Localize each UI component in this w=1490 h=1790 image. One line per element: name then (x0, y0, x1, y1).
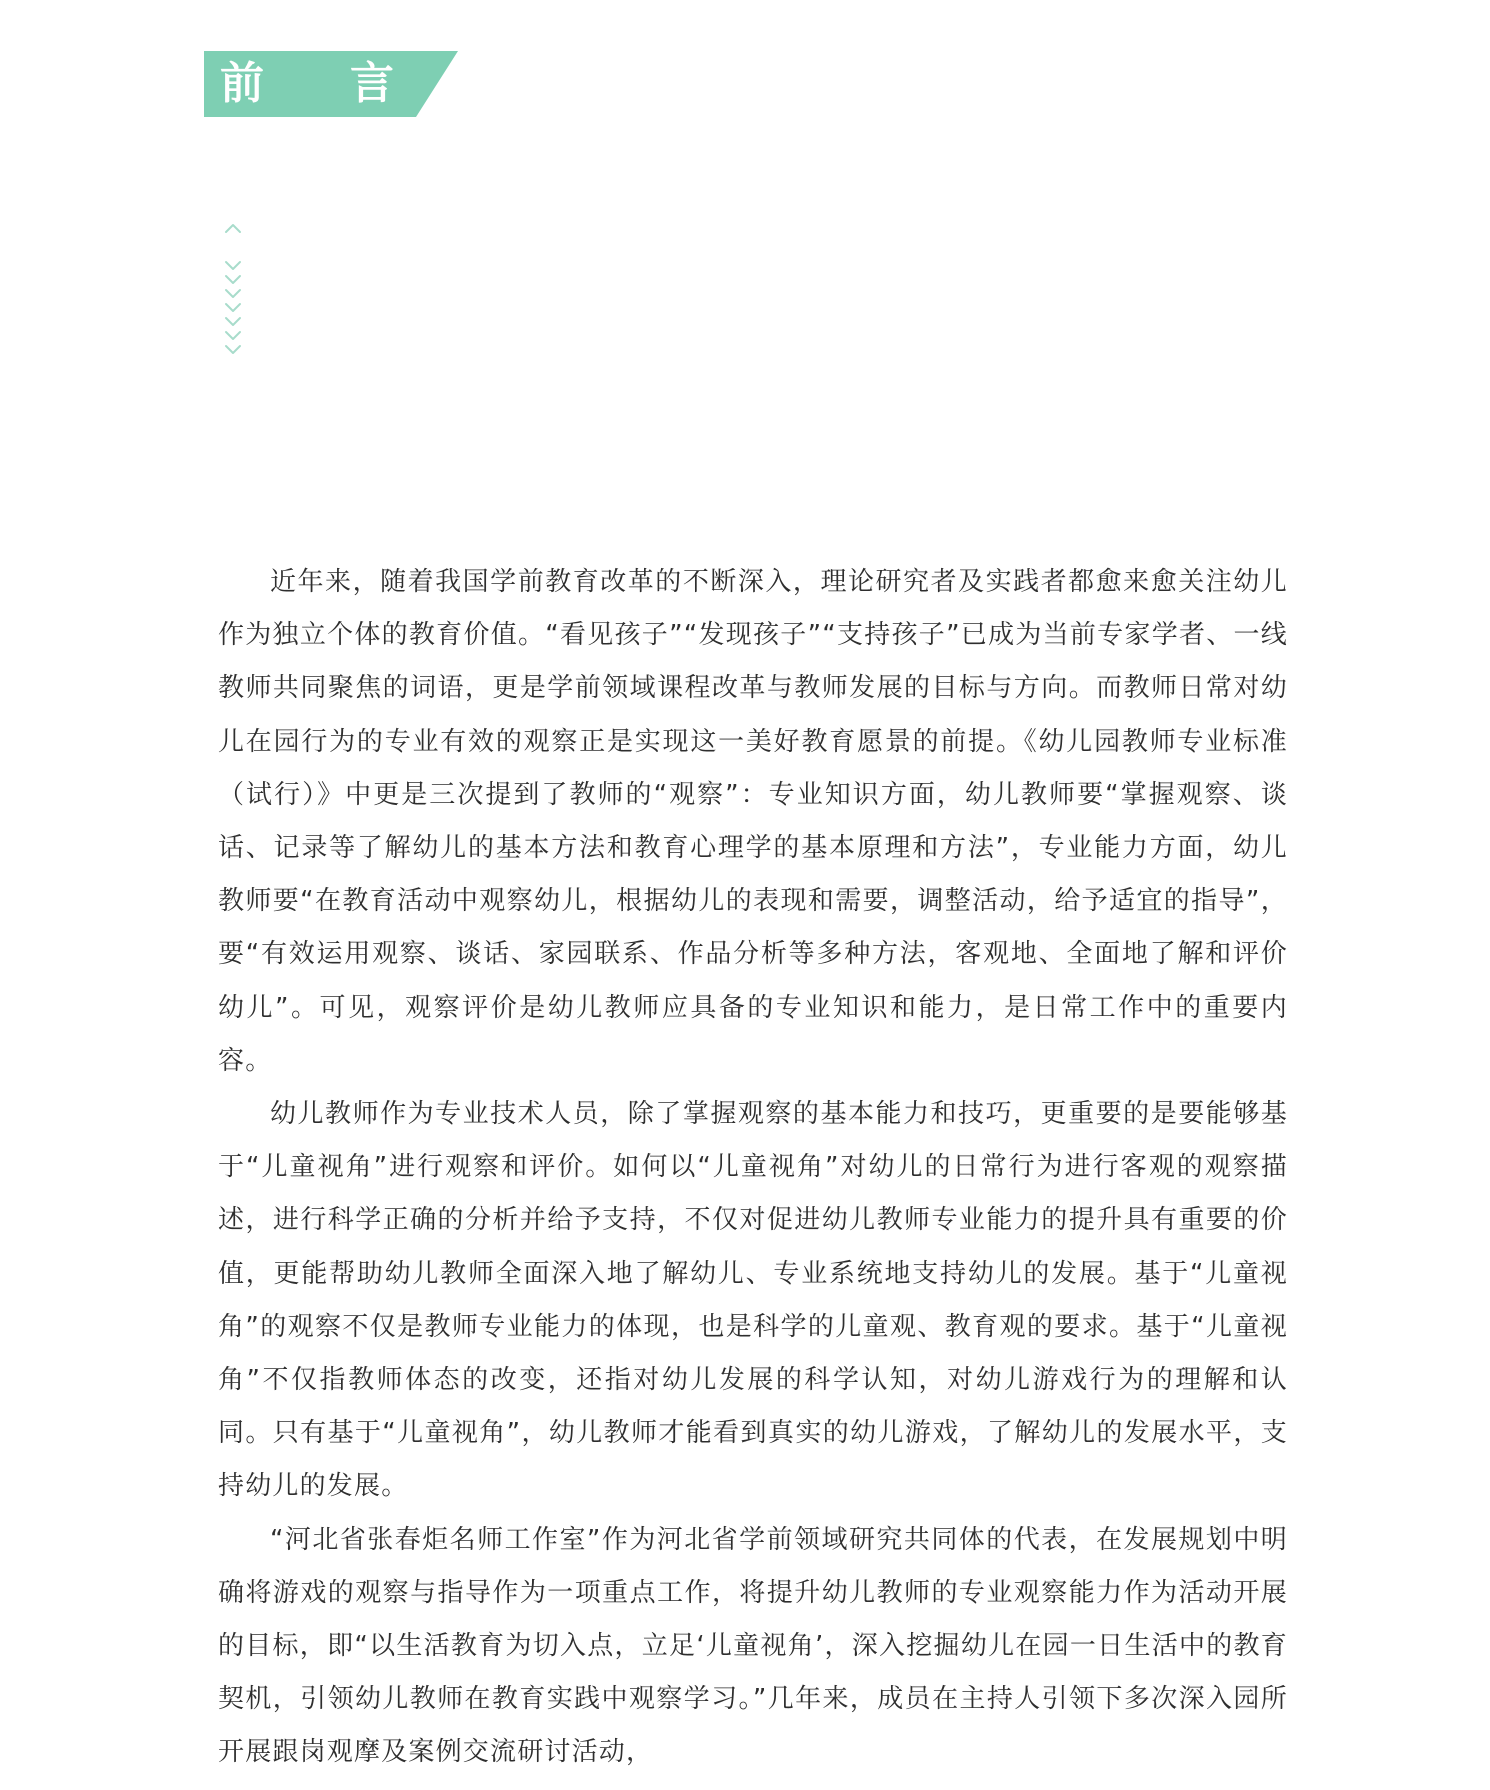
chevron-down-icon (226, 318, 240, 325)
chevron-down-icon (226, 346, 240, 353)
paragraph-3: “河北省张春炬名师工作室”作为河北省学前领域研究共同体的代表，在发展规划中明确将游戏的观察与指导作为一项重点工作，将提升幼儿教师的专业观察能力作为活动开展的目标，即“以生活教育为切入点，立足‘儿童视角’，深入挖掘幼儿在园一日生活中的教育契机，引领幼儿教师在教育实践中观察学习。”几年来，成员在主持人引领下多次深入园所开展跟岗观摩及案例交流研讨活动， (218, 1524, 1288, 1768)
page-title: 前言 (220, 58, 480, 109)
chevron-decoration-graphic (222, 222, 244, 372)
chevron-down-icon (226, 262, 240, 269)
chevron-down-icon (226, 332, 240, 339)
chevron-decoration (222, 222, 244, 372)
preface-body (218, 556, 1288, 1780)
section-heading-banner (204, 51, 480, 117)
chevron-down-icon (226, 304, 240, 311)
paragraph-1: 近年来，随着我国学前教育改革的不断深入，理论研究者及实践者都愈来愈关注幼儿作为独立个体的教育价值。“看见孩子”“发现孩子”“支持孩子”已成为当前专家学者、一线教师共同聚焦的词语，更是学前领域课程改革与教师发展的目标与方向。而教师日常对幼儿在园行为的专业有效的观察正是实现这一美好教育愿景的前提。《幼儿园教师专业标准（试行）》中更是三次提到了教师的“观察”：专业知识方面，幼儿教师要“掌握观察、谈话、记录等了解幼儿的基本方法和教育心理学的基本原理和方法”，专业能力方面，幼儿教师要“在教育活动中观察幼儿，根据幼儿的表现和需要，调整活动，给予适宜的指导”，要“有效运用观察、谈话、家园联系、作品分析等多种方法，客观地、全面地了解和评价幼儿”。可见，观察评价是幼儿教师应具备的专业知识和能力，是日常工作中的重要内容。 (218, 567, 1288, 1076)
chevron-down-icon (226, 290, 240, 297)
chevron-up-icon (226, 225, 240, 232)
chevron-down-icon (226, 276, 240, 283)
paragraph-2: 幼儿教师作为专业技术人员，除了掌握观察的基本能力和技巧，更重要的是要能够基于“儿童视角”进行观察和评价。如何以“儿童视角”对幼儿的日常行为进行客观的观察描述，进行科学正确的分析并给予支持，不仅对促进幼儿教师专业能力的提升具有重要的价值，更能帮助幼儿教师全面深入地了解幼儿、专业系统地支持幼儿的发展。基于“儿童视角”的观察不仅是教师专业能力的体现，也是科学的儿童观、教育观的要求。基于“儿童视角”不仅指教师体态的改变，还指对幼儿发展的科学认知，对幼儿游戏行为的理解和认同。只有基于“儿童视角”，幼儿教师才能看到真实的幼儿游戏，了解幼儿的发展水平，支持幼儿的发展。 (218, 1099, 1288, 1502)
